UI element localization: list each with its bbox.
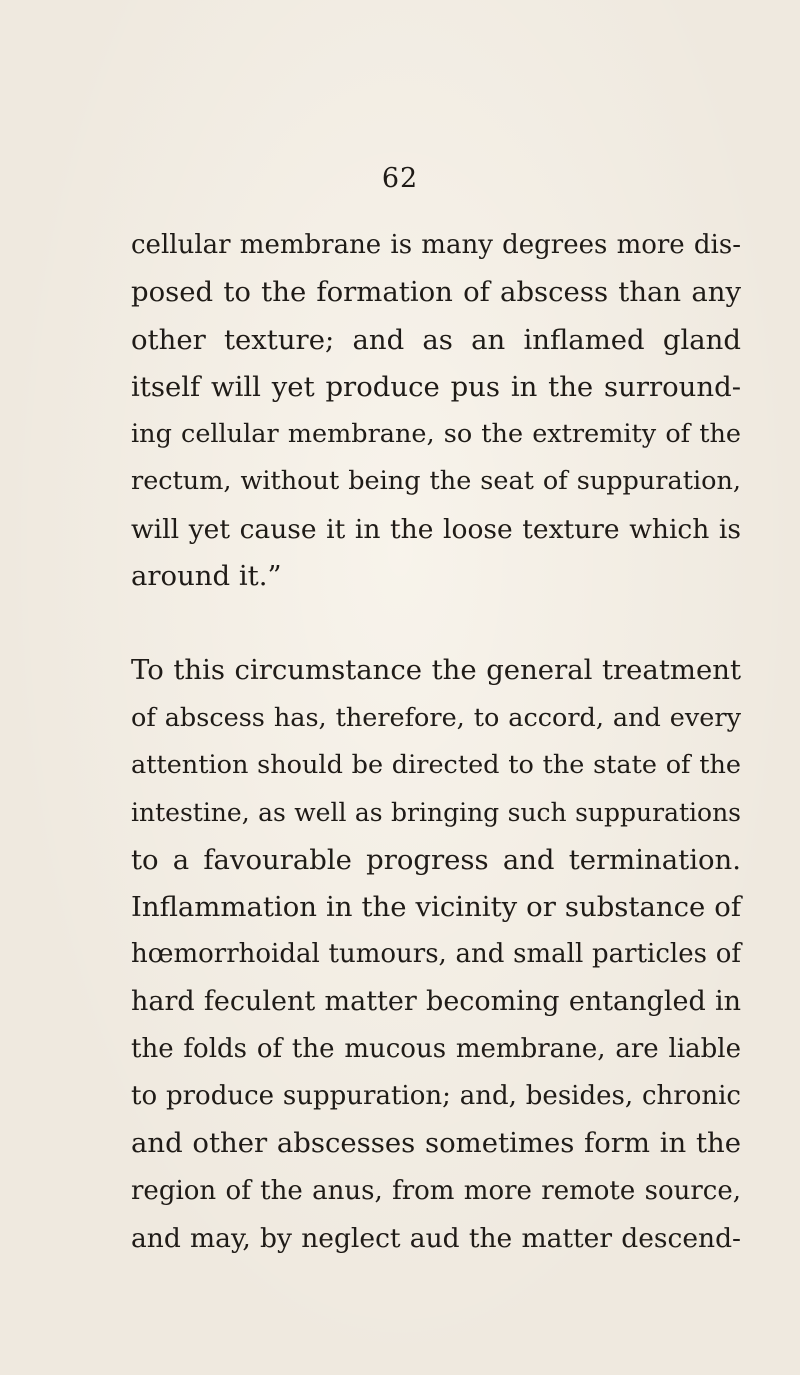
text-line: rectum, without being the seat of suppuration, [131, 466, 741, 497]
text-line: around it.” [131, 560, 282, 593]
text-line: to a favourable progress and termination. [131, 843, 741, 876]
text-line: hard feculent matter becoming entangled in [131, 986, 741, 1018]
page-number: 62 [381, 163, 419, 194]
text-line: cellular membrane is many degrees more dis- [131, 230, 741, 260]
text-line: To this circumstance the general treatment [131, 654, 741, 687]
text-line: posed to the formation of abscess than any [131, 276, 741, 309]
text-line: itself will yet produce pus in the surround- [131, 370, 741, 403]
text-line: ing cellular membrane, so the extremity of the [131, 419, 741, 450]
text-line: to produce suppuration; and, besides, chronic [131, 1081, 741, 1112]
text-line: attention should be directed to the state of the [131, 749, 741, 780]
paragraph-2 [131, 647, 741, 1262]
text-line: and other abscesses sometimes form in the [131, 1127, 741, 1160]
paragraph-gap [131, 600, 741, 647]
text-line: hœmorrhoidal tumours, and small particles of [131, 939, 741, 970]
text-line: region of the anus, from more remote source, [131, 1175, 741, 1206]
text-line: and may, by neglect aud the matter descend- [131, 1222, 741, 1254]
text-line: other texture; and as an inflamed gland [131, 323, 741, 356]
text-line: will yet cause it in the loose texture which is [131, 513, 741, 545]
text-line: Inflammation in the vicinity or substance of [131, 890, 741, 923]
text-line: the folds of the mucous membrane, are liable [131, 1033, 741, 1064]
body-text [131, 222, 741, 1262]
text-line: of abscess has, therefore, to accord, and every [131, 702, 741, 733]
text-line: intestine, as well as bringing such suppurations [131, 798, 741, 828]
paragraph-1 [131, 222, 741, 600]
